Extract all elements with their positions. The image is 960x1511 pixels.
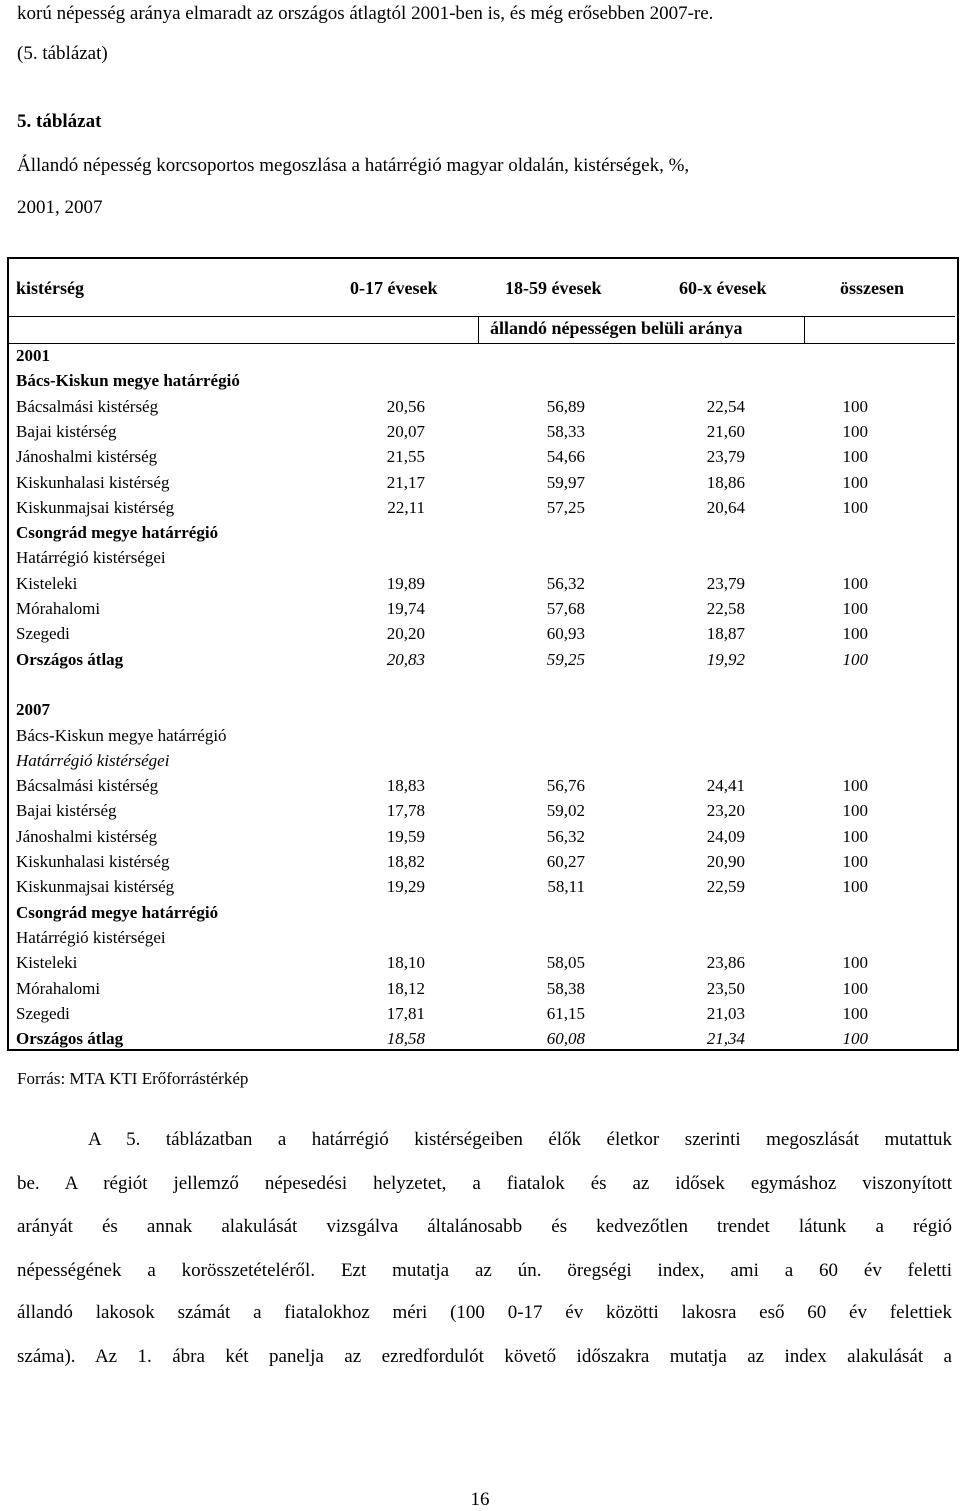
table-cell: 18,86 (706, 472, 745, 492)
table-cell: 100 (842, 953, 868, 973)
table-cell: 22,11 (387, 497, 425, 517)
table-cell: 57,68 (546, 599, 585, 618)
table-cell: 100 (842, 472, 868, 492)
table-cell: 22,54 (706, 396, 745, 416)
table-title-line-1: Állandó népesség korcsoportos megoszlása a határrégió magyar oldalán, kistérségek, %, (17, 155, 690, 176)
table-cell: 21,34 (706, 1029, 745, 1049)
row-label: Határrégió kistérségei (16, 927, 166, 947)
table-cell: 20,64 (706, 497, 745, 517)
table-cell: 100 (842, 978, 868, 998)
table-cell: 18,12 (386, 978, 425, 998)
table-cell: 22,58 (706, 599, 745, 618)
table-cell: 58,05 (546, 953, 585, 973)
table-cell: 56,32 (546, 826, 585, 846)
table-cell: 18,10 (386, 953, 425, 973)
table-cell: 23,86 (706, 953, 745, 973)
table-cell: 100 (842, 497, 868, 517)
table-cell: 59,97 (546, 472, 585, 492)
table-cell: 59,25 (546, 649, 585, 669)
column-header-kisterseg: kistérség (16, 278, 84, 298)
table-cell: 60,27 (546, 852, 585, 871)
table-cell: 18,82 (386, 852, 425, 871)
table-rule (804, 316, 805, 343)
table-cell: 21,55 (386, 447, 425, 467)
table-cell: 18,58 (386, 1029, 425, 1049)
paragraph-line: A 5. táblázatban a határrégió kistérségeiben élők életkor szerinti megoszlását mutattuk (88, 1129, 952, 1150)
table-rule (9, 316, 955, 317)
paragraph-line: népességének a korösszetételéről. Ezt mutatja az ún. öregségi index, ami a 60 év feletti (17, 1260, 952, 1281)
table-cell: 100 (842, 447, 868, 467)
column-header: 18-59 évesek (505, 278, 602, 298)
row-label: Csongrád megye határrégió (16, 523, 219, 543)
row-label: Bács-Kiskun megye határrégió (16, 371, 240, 391)
table-cell: 20,20 (386, 624, 425, 644)
paragraph-line: száma). Az 1. ábra két panelja az ezredfordulót követő időszakra mutatja az index alakulását a (17, 1346, 952, 1367)
table-cell: 61,15 (546, 1003, 585, 1023)
table-cell: 54,66 (546, 447, 585, 467)
table-cell: 100 (842, 1003, 868, 1023)
table-cell: 59,02 (546, 801, 585, 821)
table-cell: 21,17 (386, 472, 425, 492)
row-label: Jánoshalmi kistérség (16, 447, 158, 467)
table-cell: 100 (842, 421, 868, 441)
page-number: 16 (470, 1489, 490, 1510)
paragraph-line: be. A régiót jellemző népesedési helyzetet, a fiatalok és az idősek egymáshoz viszonyított (17, 1173, 952, 1194)
row-label: Bácsalmási kistérség (16, 396, 159, 416)
table-cell: 58,33 (546, 421, 585, 441)
table-cell: 100 (842, 801, 868, 821)
table-cell: 24,09 (706, 826, 745, 846)
intro-line-2: (5. táblázat) (17, 43, 108, 64)
row-label: Mórahalomi (16, 599, 101, 618)
table-cell: 100 (842, 877, 868, 897)
row-label: Bajai kistérség (16, 801, 117, 821)
row-label: 2001 (16, 346, 50, 365)
table-cell: 18,83 (386, 776, 425, 796)
row-label: Szegedi (16, 624, 70, 644)
table-cell: 19,29 (386, 877, 425, 897)
table-cell: 56,32 (546, 573, 585, 593)
paragraph-line: arányát és annak alakulását vizsgálva általánosabb és kedvezőtlen trendet látunk a régió (17, 1216, 952, 1237)
row-label: Kiskunhalasi kistérség (16, 852, 170, 871)
subheader: állandó népességen belüli aránya (490, 318, 743, 338)
table-cell: 23,20 (706, 801, 745, 821)
paragraph-line: állandó lakosok számát a fiatalokhoz méri (100 0-17 év közötti lakosra eső 60 év felettiek (17, 1302, 952, 1323)
table-cell: 100 (842, 649, 868, 669)
row-label: Kiskunmajsai kistérség (16, 877, 175, 897)
table-cell: 100 (842, 776, 868, 796)
data-table (7, 257, 959, 1051)
table-cell: 100 (842, 396, 868, 416)
table-number: 5. táblázat (17, 111, 102, 132)
table-cell: 18,87 (706, 624, 745, 644)
row-label: Országos átlag (16, 1029, 124, 1049)
table-rule (9, 343, 955, 344)
row-label: Szegedi (16, 1003, 70, 1023)
column-header: 60-x évesek (679, 278, 767, 298)
row-label: Bajai kistérség (16, 421, 117, 441)
row-label: Csongrád megye határrégió (16, 902, 219, 922)
table-cell: 56,76 (546, 776, 585, 796)
table-cell: 21,03 (706, 1003, 745, 1023)
table-cell: 19,92 (706, 649, 745, 669)
table-cell: 100 (842, 852, 868, 871)
table-cell: 23,79 (706, 573, 745, 593)
table-rule (478, 316, 479, 343)
table-cell: 19,74 (386, 599, 425, 618)
row-label: Határrégió kistérségei (16, 750, 170, 770)
table-cell: 60,08 (546, 1029, 585, 1049)
table-cell: 23,50 (706, 978, 745, 998)
table-cell: 17,78 (386, 801, 425, 821)
table-cell: 100 (842, 573, 868, 593)
row-label: Határrégió kistérségei (16, 548, 166, 568)
table-cell: 22,59 (706, 877, 745, 897)
table-cell: 100 (842, 1029, 868, 1049)
table-cell: 20,90 (706, 852, 745, 871)
table-cell: 20,07 (386, 421, 425, 441)
table-cell: 24,41 (706, 776, 745, 796)
row-label: Mórahalomi (16, 978, 101, 998)
table-cell: 60,93 (546, 624, 585, 644)
row-label: Kiskunmajsai kistérség (16, 497, 175, 517)
table-cell: 57,25 (546, 497, 585, 517)
column-header: összesen (840, 278, 904, 298)
table-cell: 21,60 (706, 421, 745, 441)
column-header: 0-17 évesek (350, 278, 438, 298)
table-cell: 56,89 (546, 396, 585, 416)
table-cell: 23,79 (706, 447, 745, 467)
row-label: Kisteleki (16, 953, 78, 973)
table-cell: 20,83 (386, 649, 425, 669)
row-label: Kisteleki (16, 573, 78, 593)
table-cell: 20,56 (386, 396, 425, 416)
row-label: Bácsalmási kistérség (16, 776, 159, 796)
table-cell: 58,11 (547, 877, 585, 897)
table-cell: 100 (842, 826, 868, 846)
table-cell: 19,89 (386, 573, 425, 593)
table-title-line-2: 2001, 2007 (17, 197, 103, 218)
row-label: Bács-Kiskun megye határrégió (16, 725, 227, 745)
table-cell: 100 (842, 599, 868, 618)
table-cell: 17,81 (386, 1003, 425, 1023)
table-cell: 100 (842, 624, 868, 644)
row-label: Jánoshalmi kistérség (16, 826, 158, 846)
intro-line-1: korú népesség aránya elmaradt az országos átlagtól 2001-ben is, és még erősebben 2007-re. (17, 3, 714, 24)
row-label: 2007 (16, 700, 50, 720)
table-cell: 58,38 (546, 978, 585, 998)
row-label: Országos átlag (16, 649, 124, 669)
source-note: Forrás: MTA KTI Erőforrástérkép (17, 1069, 249, 1088)
row-label: Kiskunhalasi kistérség (16, 472, 170, 492)
table-cell: 19,59 (386, 826, 425, 846)
